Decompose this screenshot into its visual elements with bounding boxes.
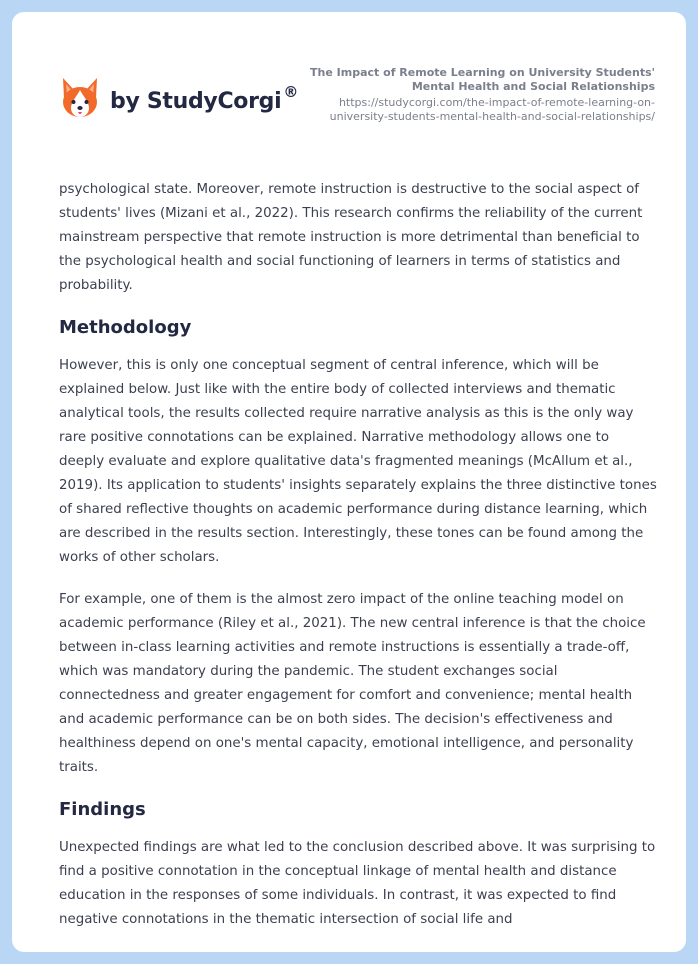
paragraph-findings: Unexpected findings are what led to the conclusion described above. It was surprising to find a positive connotation in the conceptual linkage of mental health and distance education in the responses of some individuals. In contrast, it was expected to find negative connotations in the thematic intersection of social life and bbox=[59, 840, 656, 927]
studycorgi-logo[interactable] bbox=[60, 76, 298, 120]
page-card bbox=[12, 12, 686, 952]
document-url[interactable]: https://studycorgi.com/the-impact-of-remote-learning-on-university-students-mental-health-and-social-relationships/ bbox=[329, 96, 655, 123]
brand-name: by StudyCorgi ® bbox=[110, 82, 299, 114]
heading-methodology: Methodology bbox=[59, 317, 192, 338]
page-header bbox=[12, 12, 686, 172]
document-title: The Impact of Remote Learning on University Students' Mental Health and Social Relationships bbox=[310, 66, 655, 93]
paragraph-methodology-2: For example, one of them is the almost zero impact of the online teaching model on academic performance (Riley et al., 2021). The new central inference is that the choice between in-class learning activities and remote instructions is essentially a trade-off, which was mandatory during the pandemic. The student exchanges social connectedness and greater engagement for comfort and convenience; mental health and academic performance can be on both sides. The decision's effectiveness and healthiness depend on one's mental capacity, emotional intelligence, and personality traits. bbox=[59, 592, 646, 775]
article-body bbox=[59, 178, 657, 950]
heading-findings: Findings bbox=[59, 799, 146, 820]
corgi-logo-icon bbox=[60, 76, 100, 120]
paragraph-methodology-1: However, this is only one conceptual segment of central inference, which will be explained below. Just like with the entire body of collected interviews and thematic analytical tools, the results collected require narrative analysis as this is the only way rare positive connotations can be explained. Narrative methodology allows one to deeply evaluate and explore qualitative data's fragmented meanings (McAllum et al., 2019). Its application to students' insights separately explains the three distinctive tones of shared reflective thoughts on academic performance during distance learning, which are described in the results section. Interestingly, these tones can be found among the works of other scholars. bbox=[59, 358, 657, 565]
document-info bbox=[295, 66, 655, 124]
paragraph-intro: psychological state. Moreover, remote instruction is destructive to the social aspect of students' lives (Mizani et al., 2022). This research confirms the reliability of the current mainstream perspective that remote instruction is more detrimental than beneficial to the psychological health and social functioning of learners in terms of statistics and probability. bbox=[59, 182, 643, 293]
registered-mark: ® bbox=[283, 82, 299, 101]
